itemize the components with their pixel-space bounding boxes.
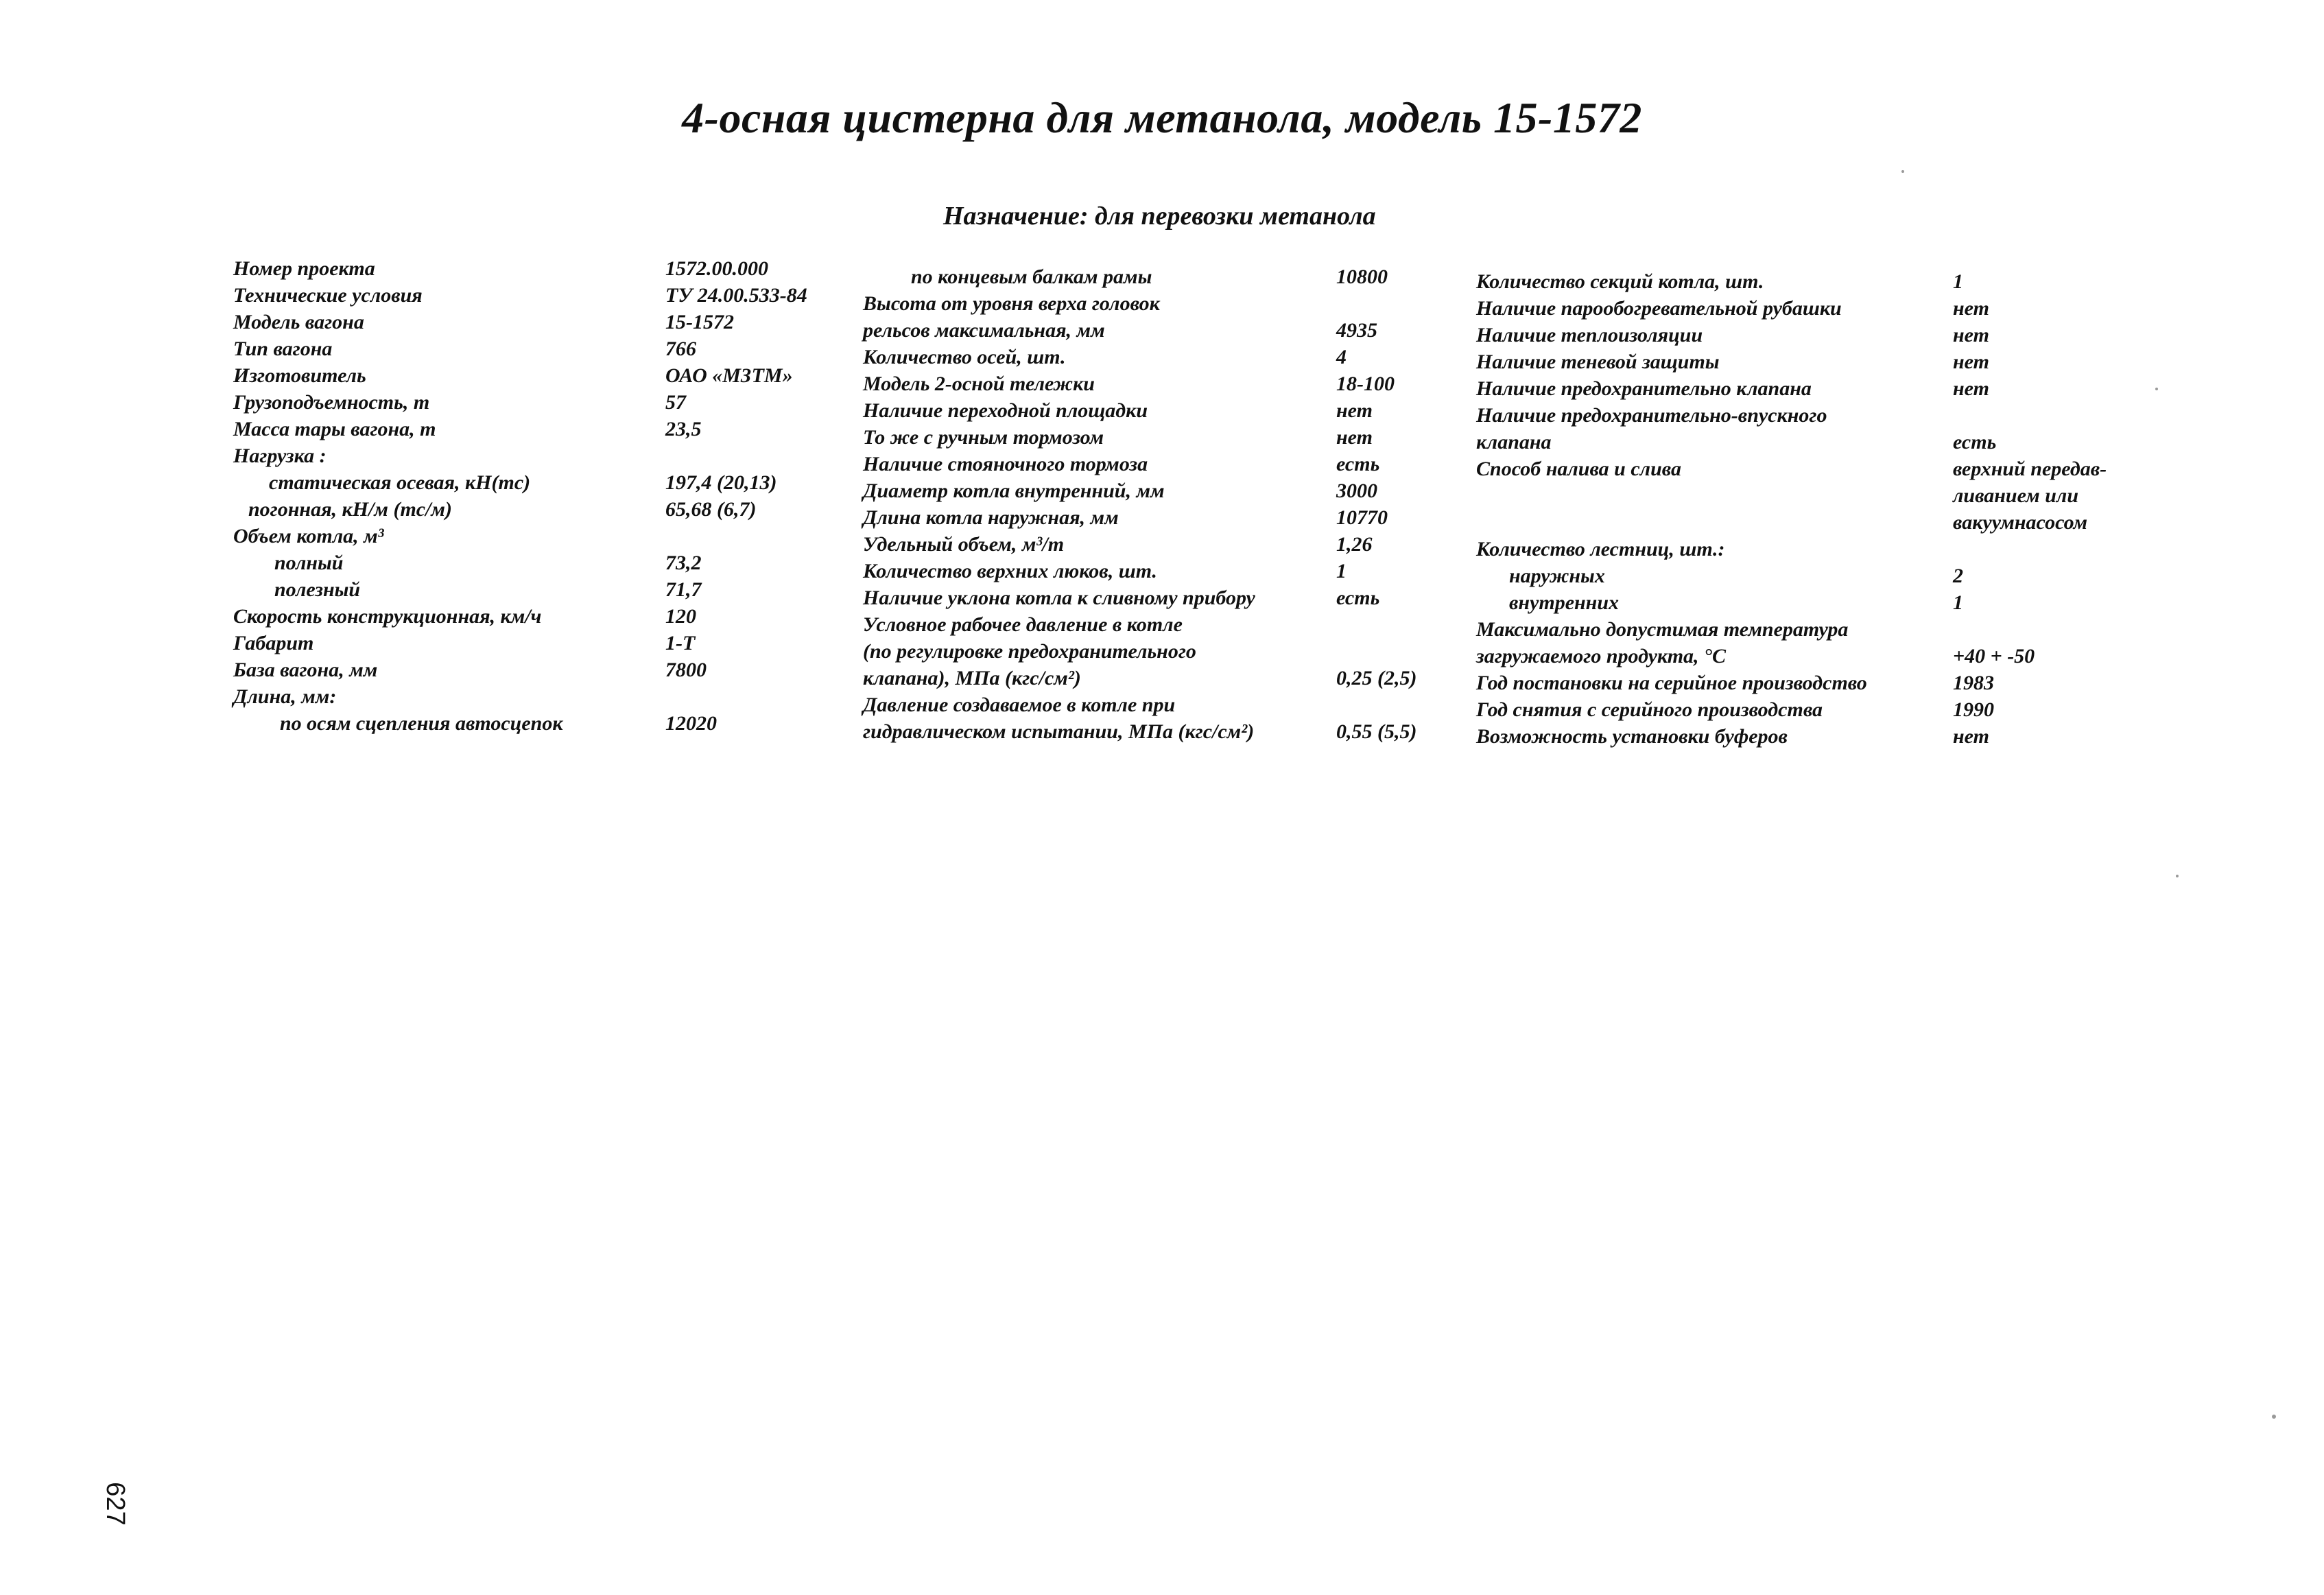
spec-label: Условное рабочее давление в котле <box>863 613 1183 636</box>
spec-value: 4 <box>1336 346 1347 368</box>
scan-speck <box>2272 1415 2276 1419</box>
spec-label: полезный <box>274 578 361 601</box>
spec-label: Изготовитель <box>233 364 366 387</box>
spec-label: Длина котла наружная, мм <box>863 506 1119 529</box>
spec-label: Количество верхних люков, шт. <box>863 560 1157 582</box>
spec-label: Диаметр котла внутренний, мм <box>863 480 1165 502</box>
spec-label: Наличие стояночного тормоза <box>863 453 1148 475</box>
spec-value: 1,26 <box>1336 533 1373 556</box>
spec-value: 3000 <box>1336 480 1377 502</box>
purpose-heading: Назначение: для перевозки метанола <box>943 202 1376 231</box>
spec-label: Габарит <box>233 632 314 654</box>
page-number: 627 <box>101 1482 130 1526</box>
spec-label: клапана <box>1476 431 1552 453</box>
spec-label: наружных <box>1509 565 1605 587</box>
spec-label: Нагрузка : <box>233 445 327 467</box>
spec-label: Скорость конструкционная, км/ч <box>233 605 542 628</box>
spec-label: рельсов максимальная, мм <box>863 319 1105 342</box>
scan-speck <box>2176 875 2179 877</box>
spec-value: 1572.00.000 <box>665 257 768 280</box>
spec-value: 10800 <box>1336 265 1388 288</box>
spec-label: статическая осевая, кН(тс) <box>269 471 531 494</box>
spec-value: нет <box>1953 351 1989 373</box>
spec-label: Масса тары вагона, т <box>233 418 436 440</box>
spec-label: Длина, мм: <box>233 685 337 708</box>
spec-value: нет <box>1336 399 1373 422</box>
spec-label: Наличие парообогревательной рубашки <box>1476 297 1842 320</box>
spec-label: База вагона, мм <box>233 659 378 681</box>
spec-value: 1 <box>1953 591 1963 614</box>
spec-value: 65,68 (6,7) <box>665 498 757 521</box>
spec-value: есть <box>1336 453 1380 475</box>
spec-value: 15-1572 <box>665 311 734 333</box>
spec-value: есть <box>1953 431 1997 453</box>
spec-label: Наличие переходной площадки <box>863 399 1148 422</box>
spec-value: 1 <box>1953 270 1963 293</box>
spec-label: Модель вагона <box>233 311 364 333</box>
spec-label: Наличие предохранительно-впускного <box>1476 404 1827 427</box>
spec-label: по осям сцепления автосцепок <box>280 712 563 735</box>
spec-value: 1 <box>1336 560 1347 582</box>
spec-label: Год постановки на серийное производство <box>1476 672 1867 694</box>
spec-value: 57 <box>665 391 686 414</box>
spec-label: гидравлическом испытании, МПа (кгс/см²) <box>863 720 1255 743</box>
spec-value: 2 <box>1953 565 1963 587</box>
spec-value: нет <box>1953 725 1989 748</box>
spec-label: клапана), МПа (кгс/см²) <box>863 667 1081 689</box>
spec-label: Модель 2-осной тележки <box>863 373 1095 395</box>
spec-value: 0,55 (5,5) <box>1336 720 1417 743</box>
spec-value: ОАО «МЗТМ» <box>665 364 793 387</box>
spec-label: Высота от уровня верха головок <box>863 292 1160 315</box>
spec-value: 73,2 <box>665 552 702 574</box>
spec-label: по концевым балкам рамы <box>911 265 1152 288</box>
spec-label: Давление создаваемое в котле при <box>863 694 1176 716</box>
spec-label: Количество секций котла, шт. <box>1476 270 1764 293</box>
spec-label: Возможность установки буферов <box>1476 725 1788 748</box>
spec-label: Объем котла, м³ <box>233 525 384 547</box>
spec-label: Максимально допустимая температура <box>1476 618 1849 641</box>
spec-label: внутренних <box>1509 591 1620 614</box>
scan-speck <box>2155 388 2158 390</box>
spec-label: Способ налива и слива <box>1476 458 1681 480</box>
spec-value: ТУ 24.00.533-84 <box>665 284 807 307</box>
spec-label: Технические условия <box>233 284 423 307</box>
spec-value: нет <box>1953 297 1989 320</box>
spec-value: 71,7 <box>665 578 702 601</box>
spec-label: (по регулировке предохранительного <box>863 640 1196 663</box>
spec-label: загружаемого продукта, °С <box>1476 645 1727 667</box>
page-title: 4-осная цистерна для метанола, модель 15-1572 <box>682 93 1642 142</box>
spec-label: Грузоподъемность, т <box>233 391 430 414</box>
spec-value: 7800 <box>665 659 707 681</box>
spec-label: полный <box>274 552 344 574</box>
spec-label: Тип вагона <box>233 338 333 360</box>
spec-label: Удельный объем, м³/т <box>863 533 1065 556</box>
spec-value: 23,5 <box>665 418 702 440</box>
spec-value: вакуумнасосом <box>1953 511 2088 534</box>
spec-value: 197,4 (20,13) <box>665 471 777 494</box>
spec-value: 10770 <box>1336 506 1388 529</box>
spec-label: Наличие предохранительно клапана <box>1476 377 1812 400</box>
spec-value: 766 <box>665 338 696 360</box>
spec-label: Год снятия с серийного производства <box>1476 698 1823 721</box>
spec-value: нет <box>1953 324 1989 346</box>
spec-value: 18-100 <box>1336 373 1395 395</box>
spec-label: Наличие теплоизоляции <box>1476 324 1703 346</box>
spec-label: Количество лестниц, шт.: <box>1476 538 1725 560</box>
spec-value: нет <box>1336 426 1373 449</box>
scan-speck <box>1901 170 1904 173</box>
spec-value: 12020 <box>665 712 717 735</box>
spec-value: 1983 <box>1953 672 1994 694</box>
spec-label: Номер проекта <box>233 257 375 280</box>
spec-label: То же с ручным тормозом <box>863 426 1104 449</box>
spec-value: 4935 <box>1336 319 1377 342</box>
spec-value: +40 + -50 <box>1953 645 2035 667</box>
spec-value: 1-Т <box>665 632 696 654</box>
spec-label: погонная, кН/м (тс/м) <box>248 498 452 521</box>
spec-value: есть <box>1336 587 1380 609</box>
spec-value: 0,25 (2,5) <box>1336 667 1417 689</box>
spec-value: 120 <box>665 605 696 628</box>
spec-label: Наличие теневой защиты <box>1476 351 1720 373</box>
spec-value: нет <box>1953 377 1989 400</box>
spec-label: Наличие уклона котла к сливному прибору <box>863 587 1255 609</box>
spec-label: Количество осей, шт. <box>863 346 1066 368</box>
spec-value: ливанием или <box>1953 484 2079 507</box>
spec-value: 1990 <box>1953 698 1994 721</box>
spec-value: верхний передав- <box>1953 458 2107 480</box>
